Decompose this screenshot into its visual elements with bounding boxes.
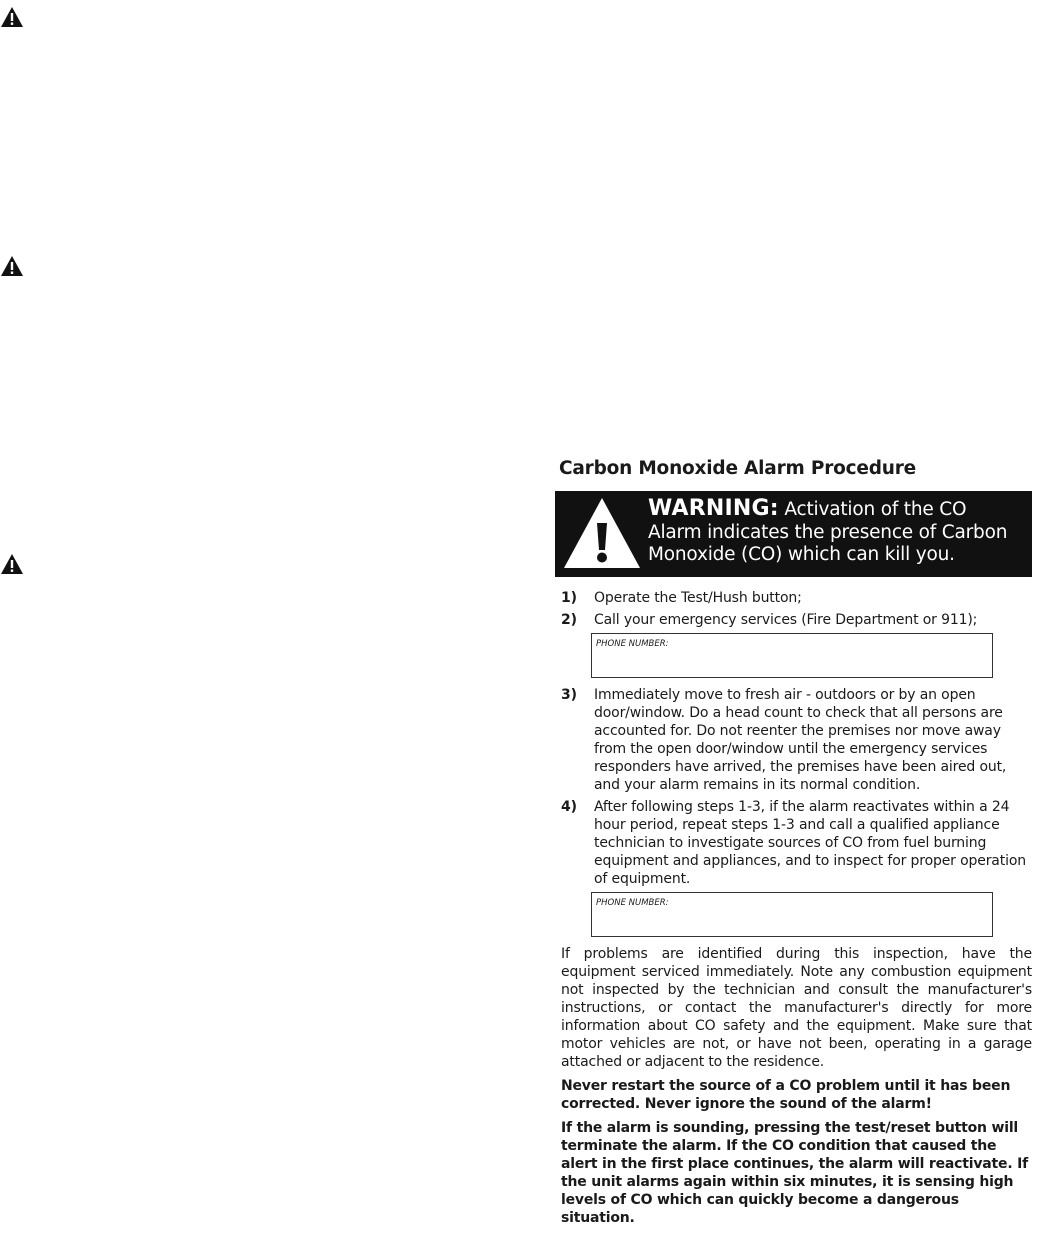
phone-number-label: PHONE NUMBER:: [596, 639, 669, 649]
warning-triangle-icon: [0, 553, 24, 575]
inspection-paragraph: If problems are identified during this inspection, have the equipment serviced immediately. Note any combustion equipment not inspected by the technician and consult the manufacturer's instructions, or contact the manufacturer's directly for more information about CO safety and the equipment. Make sure that motor vehicles are not, or have not been, operating in a garage attached or adjacent to the residence.: [561, 946, 1032, 1070]
warning-line-2: Alarm indicates the presence of Carbon: [648, 521, 1008, 543]
warning-line-1: Activation of the CO: [778, 499, 967, 520]
warning-message: [648, 498, 1007, 567]
phone-number-field-technician[interactable]: [591, 892, 993, 937]
warning-triangle-icon: [0, 6, 24, 28]
phone-number-label: PHONE NUMBER:: [596, 898, 669, 908]
step-1: [561, 589, 1032, 607]
warning-line-3: Monoxide (CO) which can kill you.: [648, 544, 955, 565]
warning-banner: [555, 491, 1032, 577]
step-number: 4): [561, 799, 577, 815]
never-restart-paragraph: Never restart the source of a CO problem until it has been corrected. Never ignore the sound of the alarm!: [561, 1078, 1011, 1112]
step-text: Call your emergency services (Fire Department or 911);: [594, 612, 978, 628]
exclamation-triangle-icon: [561, 495, 643, 571]
phone-number-field-emergency[interactable]: [591, 633, 993, 678]
procedure-title: Carbon Monoxide Alarm Procedure: [559, 458, 917, 479]
step-number: 3): [561, 687, 577, 703]
step-text: After following steps 1-3, if the alarm reactivates within a 24 hour period, repeat steps 1-3 and call a qualified appliance technician to investigate sources of CO from fuel burning equipment and appliances, and to inspect for proper operation of equipment.: [594, 799, 1026, 887]
alarm-sounding-paragraph: If the alarm is sounding, pressing the test/reset button will terminate the alarm. If the CO condition that caused the alert in the first place continues, the alarm will reactivate. If the unit alarms again within six minutes, it is sensing high levels of CO which can quickly become a dangerous situation.: [561, 1120, 1029, 1226]
warning-triangle-icon: [0, 255, 24, 277]
step-number: 2): [561, 612, 577, 628]
step-3: [561, 686, 1032, 794]
warning-label: WARNING:: [648, 496, 779, 521]
step-number: 1): [561, 590, 577, 606]
step-text: Operate the Test/Hush button;: [594, 590, 802, 606]
co-alarm-procedure: [555, 458, 1032, 1233]
step-text: Immediately move to fresh air - outdoors or by an open door/window. Do a head count to check that all persons are accounted for. Do not reenter the premises nor move away from the open door/window until the emergency services responders have arrived, the premises have been aired out, and your alarm remains in its normal condition.: [594, 687, 1007, 793]
step-2: [561, 611, 1032, 629]
steps-list: [555, 589, 1032, 937]
step-4: [561, 798, 1032, 888]
